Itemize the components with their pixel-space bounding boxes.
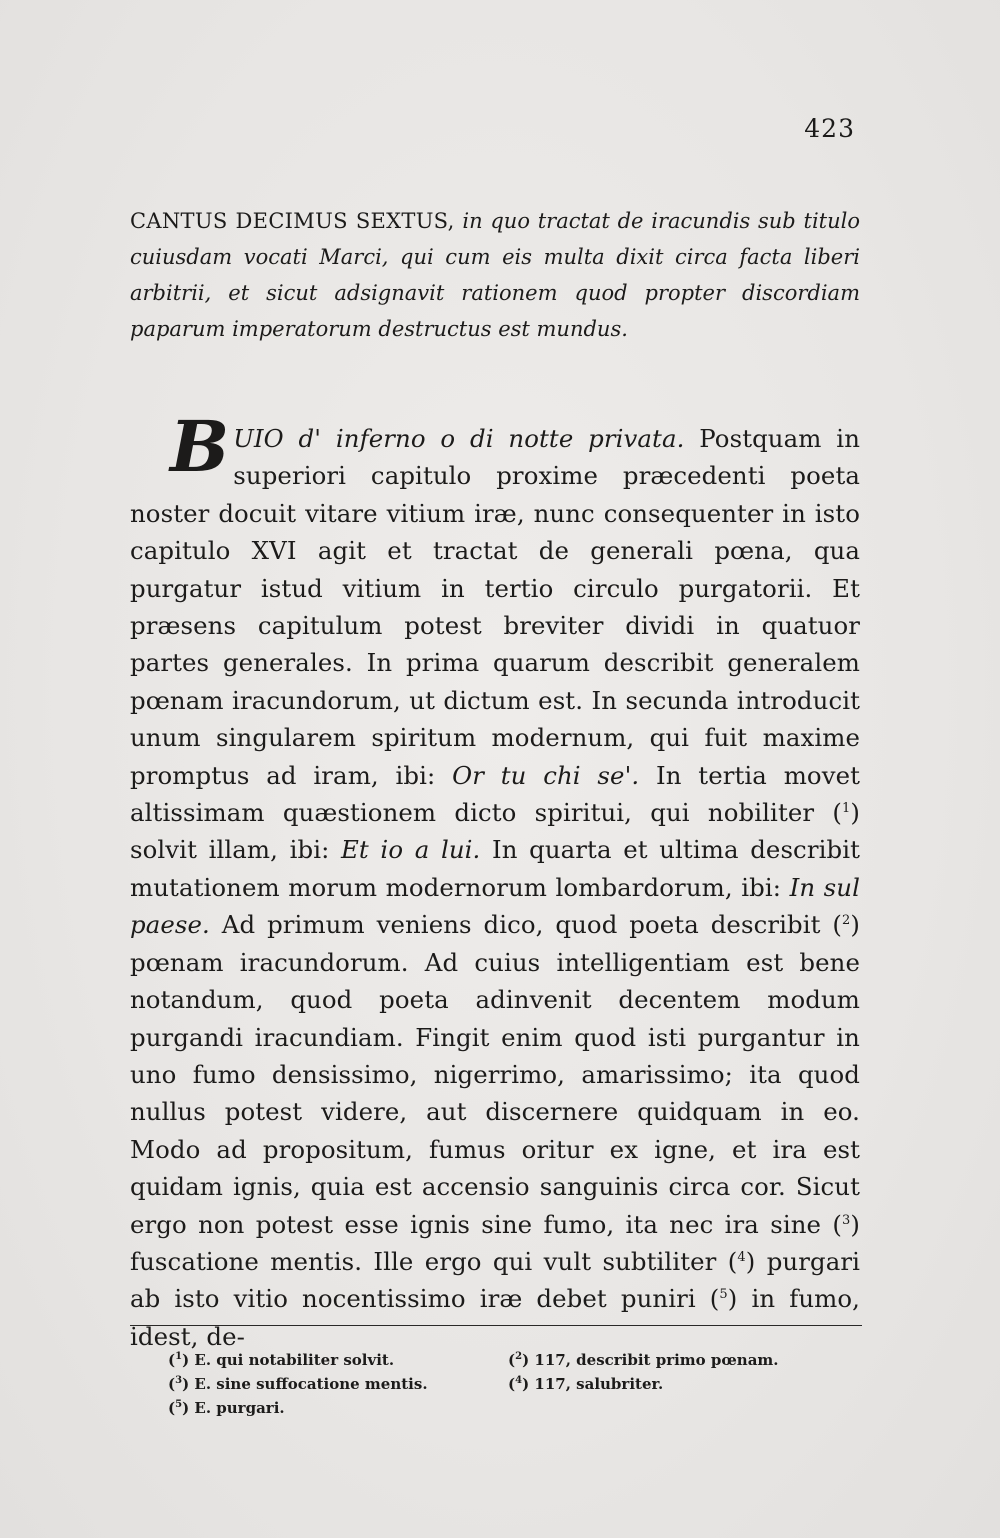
footnote: ($^1$) E. qui notabiliter solvit. [168, 1351, 395, 1369]
body-segment: pœnam iracundorum. Ad cuius intelligentiam est bene notandum, quod poeta adinvenit decentem modum purgandi iracundiam. Fingit enim quod isti purgantur in uno fumo densissimo, nigerrimo, amarissimo; ita quod nullus potest videre, aut discernere quidquam in eo. Modo ad propositum, fumus oritur ex igne, et ira est quidam ignis, quia est accensio sanguinis circa cor. Sicut ergo non potest esse ignis sine fumo, ita nec ira sine [130, 947, 860, 1239]
body-segment: in fumo, idest, de- [130, 1284, 860, 1351]
footnote-ref: 1 [842, 801, 851, 817]
footnote-number: 4 [515, 1375, 523, 1386]
footnote-number: 1 [175, 1351, 183, 1362]
footnote: ($^3$) E. sine suffocatione mentis. [168, 1375, 428, 1393]
heading-caps: CANTUS DECIMUS SEXTUS, [130, 209, 455, 233]
drop-cap: B [170, 405, 230, 488]
footnote-text: 117, salubriter. [534, 1375, 664, 1393]
footnotes [168, 1348, 848, 1420]
body-segment: fuscatione mentis. Ille ergo qui vult subtiliter [130, 1246, 717, 1276]
verse-quote: In sul paese. [130, 872, 860, 940]
chapter-heading [130, 203, 860, 347]
footnote: ($^4$) 117, salubriter. [508, 1375, 664, 1393]
footnote-text: E. purgari. [194, 1399, 285, 1417]
body-segment: solvit illam, ibi: [130, 835, 330, 865]
verse-quote: Or tu chi se'. [452, 760, 640, 790]
footnote-number: 2 [515, 1351, 523, 1362]
footnote: ($^2$) 117, describit primo pœnam. [508, 1351, 779, 1369]
body-segment: In quarta et ultima describit mutationem morum modernorum lombardorum, ibi: [130, 835, 860, 902]
body-segment: Ad primum veniens dico, quod poeta describit [221, 910, 821, 940]
footnote-ref: 4 [737, 1249, 746, 1265]
footnote: ($^5$) E. purgari. [168, 1399, 285, 1417]
commentary-text: BUIO d' inferno o di notte privata. Postquam in superiori capitulo proxime præcedenti poeta noster docuit vitare vitium iræ, nunc consequenter in isto capitulo XVI agit et tractat de generali pœna, qua purgatur istud vitium in tertio circulo purgatorii. Et præsens capitulum potest breviter dividi in quatuor partes generales. In prima quarum describit generalem pœnam iracundorum, ut dictum est. In secunda introducit unum singularem spiritum modernum, qui fuit maxime promptus ad iram, ibi: Or tu chi se'. In tertia movet altissimam quæstionem dicto spiritui, qui nobiliter ($^1$) solvit illam, ibi: Et io a lui. In quarta et ultima describit mutationem morum modernorum lombardorum, ibi: In sul paese. Ad primum veniens dico, quod poeta describit ($^2$) pœnam iracundorum. Ad cuius intelligentiam est bene notandum, quod poeta adinvenit decentem modum purgandi iracundiam. Fingit enim quod isti purgantur in uno fumo densissimo, nigerrimo, amarissimo; ita quod nullus potest videre, aut discernere quidquam in eo. Modo ad propositum, fumus oritur ex igne, et ira est quidam ignis, quia est accensio sanguinis circa cor. Sicut ergo non potest esse ignis sine fumo, ita nec ira sine ($^3$) fuscatione mentis. Ille ergo qui vult subtiliter ($^4$) purgari ab isto vitio nocentissimo iræ debet puniri ($^5$) in fumo, idest, de- [130, 405, 861, 1351]
footnote-number: 5 [175, 1399, 183, 1410]
verse-quote: Et io a lui. [341, 835, 481, 865]
body-segment: purgari ab isto vitio nocentissimo iræ debet puniri [130, 1246, 861, 1314]
footnote-divider [130, 1325, 862, 1326]
footnote-ref: 5 [719, 1287, 728, 1303]
incipit-quote: UIO d' inferno o di notte privata. [233, 424, 685, 453]
footnote-text: E. qui notabiliter solvit. [194, 1351, 395, 1369]
footnote-text: 117, describit primo pœnam. [534, 1351, 779, 1369]
footnote-ref: 3 [842, 1212, 851, 1228]
body-segment: Postquam in superiori capitulo proxime præcedenti poeta noster docuit vitare vitium iræ, nunc consequenter in isto capitulo XVI agit et tractat de generali pœna, qua purgatur istud vitium in tertio circulo purgatorii. Et præsens capitulum potest breviter dividi in quatuor partes generales. In prima quarum describit generalem pœnam iracundorum, ut dictum est. In secunda introducit unum singularem spiritum modernum, qui fuit maxime promptus ad iram, ibi: [130, 424, 860, 790]
body-segment: In tertia movet altissimam quæstionem dicto spiritui, qui nobiliter [130, 760, 861, 828]
footnote-ref: 2 [842, 913, 851, 929]
footnote-number: 3 [175, 1375, 183, 1386]
heading-summary: in quo tractat de iracundis sub titulo cuiusdam vocati Marci, qui cum eis multa dixit circa facta liberi arbitrii, et sicut adsignavit rationem quod propter discordiam paparum imperatorum destructus est mundus. [130, 209, 860, 341]
page-number: 423 [804, 114, 855, 143]
footnote-text: E. sine suffocatione mentis. [194, 1375, 428, 1393]
